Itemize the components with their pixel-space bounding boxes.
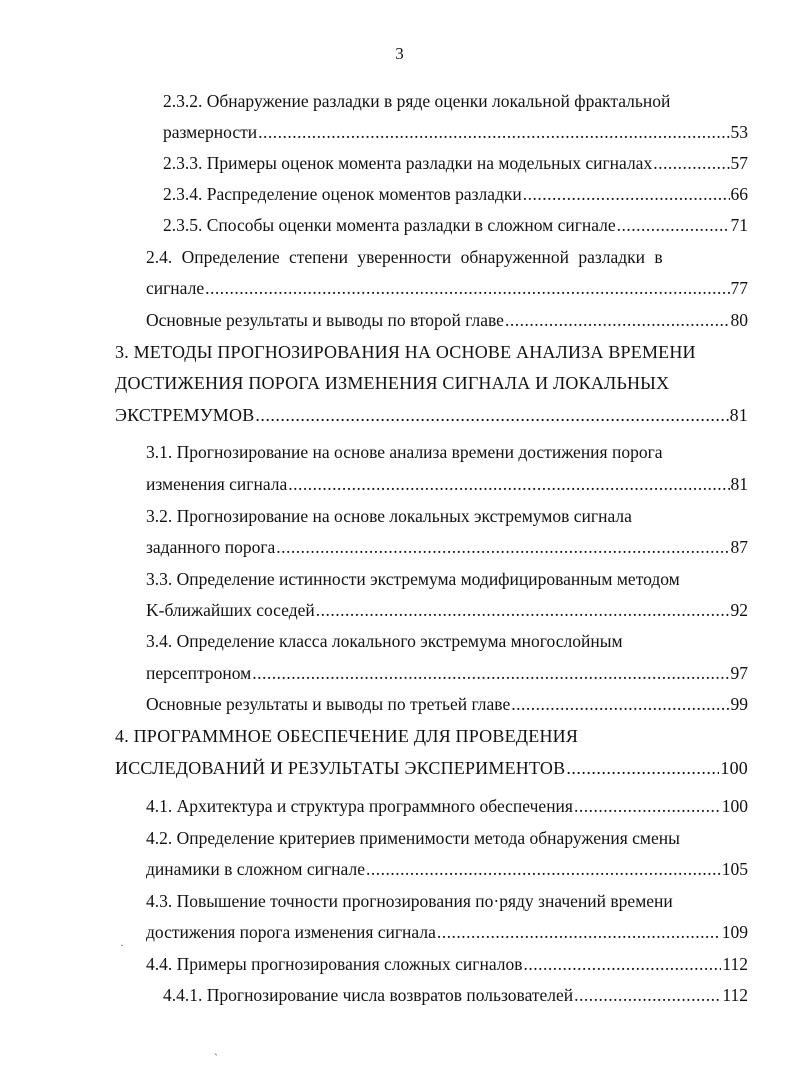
dot-leader [316, 598, 730, 622]
toc-entry-2-3-2[interactable] [163, 120, 748, 144]
toc-entry-text: 2.3.5. Способы оценки момента разладки в сложном сигнале [163, 215, 616, 235]
toc-entry-4-4-1[interactable] [163, 983, 748, 1007]
toc-entry-3-4[interactable] [146, 661, 748, 685]
toc-entry-3-2-line1: 3.2. Прогнозирование на основе локальных экстремумов сигнала [146, 506, 632, 526]
toc-entry-2-4-line1: 2.4. Определение степени уверенности обнаруженной разладки в [146, 247, 663, 267]
dot-leader [366, 857, 721, 881]
toc-entry-text: ЭКСТРЕМУМОВ [115, 405, 255, 425]
toc-entry-text: достижения порога изменения сигнала [146, 922, 436, 942]
toc-page-number: 80 [730, 310, 748, 330]
toc-page-number: 92 [730, 600, 748, 620]
toc-page-number: 87 [730, 537, 748, 557]
toc-entry-2-3-3[interactable] [163, 151, 748, 175]
toc-entry-text: 4.4.1. Прогнозирование числа возвратов пользователей [163, 985, 574, 1005]
toc-entry-4-1[interactable] [146, 794, 748, 818]
toc-chapter-3-line1: 3. МЕТОДЫ ПРОГНОЗИРОВАНИЯ НА ОСНОВЕ АНАЛИЗА ВРЕМЕНИ [115, 342, 696, 362]
dot-leader [574, 983, 721, 1007]
scan-speck: · [120, 938, 124, 952]
toc-entry-2-3-5[interactable] [163, 213, 748, 237]
toc-page-number: 81 [730, 474, 748, 494]
toc-entry-4-4[interactable] [146, 952, 748, 976]
toc-page-number: 57 [730, 153, 748, 173]
toc-chapter-4[interactable] [115, 756, 748, 780]
toc-entry-text: размерности [163, 122, 258, 142]
dot-leader [255, 403, 728, 427]
toc-entry-2-4[interactable] [146, 276, 748, 300]
dot-leader [288, 472, 729, 496]
toc-entry-text: Основные результаты и выводы по второй главе [146, 310, 504, 330]
dot-leader [276, 535, 729, 559]
toc-page-number: 81 [729, 405, 748, 425]
toc-entry-3-1[interactable] [146, 472, 748, 496]
dot-leader [574, 794, 721, 818]
toc-entry-4-2[interactable] [146, 857, 748, 881]
toc-entry-4-3[interactable] [146, 920, 748, 944]
page-number: 3 [395, 44, 404, 63]
scan-speck: ˏ [214, 1042, 218, 1056]
toc-page-number: 100 [721, 796, 748, 816]
toc-entry-text: K-ближайших соседей [146, 600, 315, 620]
dot-leader [511, 692, 729, 716]
toc-entry-text: 4.4. Примеры прогнозирования сложных сигналов [146, 954, 523, 974]
dot-leader [524, 952, 722, 976]
toc-page-number: 66 [730, 184, 748, 204]
toc-chapter-3-line2: ДОСТИЖЕНИЯ ПОРОГА ИЗМЕНЕНИЯ СИГНАЛА И ЛОКАЛЬНЫХ [115, 373, 670, 393]
dot-leader [617, 213, 730, 237]
toc-page-number: 97 [730, 663, 748, 683]
toc-page-number: 77 [730, 278, 748, 298]
toc-entry-2-3-2-line1: 2.3.2. Обнаружение разладки в ряде оценки локальной фрактальной [163, 91, 671, 111]
toc-entry-ch3-results[interactable] [146, 692, 748, 716]
dot-leader [252, 661, 729, 685]
dot-leader [523, 182, 730, 206]
toc-entry-3-3-line1: 3.3. Определение истинности экстремума модифицированным методом [146, 569, 680, 589]
toc-entry-3-1-line1: 3.1. Прогнозирование на основе анализа времени достижения порога [146, 442, 663, 462]
dot-leader [437, 920, 721, 944]
toc-entry-text: сигнале [146, 278, 205, 298]
toc-page-number: 99 [730, 694, 748, 714]
dot-leader [566, 756, 719, 780]
dot-leader [258, 120, 729, 144]
toc-entry-4-2-line1: 4.2. Определение критериев применимости метода обнаружения смены [146, 828, 680, 848]
toc-page-number: 53 [730, 122, 748, 142]
toc-entry-text: Основные результаты и выводы по третьей главе [146, 694, 511, 714]
toc-page-number: 109 [721, 922, 748, 942]
toc-entry-3-3[interactable] [146, 598, 748, 622]
toc-entry-text: ИССЛЕДОВАНИЙ И РЕЗУЛЬТАТЫ ЭКСПЕРИМЕНТОВ [115, 758, 566, 778]
toc-entry-text: динамики в сложном сигнале [146, 859, 365, 879]
dot-leader [205, 276, 729, 300]
toc-page-number: 71 [730, 215, 748, 235]
toc-entry-text: персептроном [146, 663, 252, 683]
toc-entry-3-2[interactable] [146, 535, 748, 559]
toc-page-number: 112 [722, 985, 748, 1005]
toc-entry-text: 2.3.3. Примеры оценок момента разладки на модельных сигналах [163, 153, 653, 173]
toc-entry-2-3-4[interactable] [163, 182, 748, 206]
toc-page-number: 112 [722, 954, 748, 974]
toc-entry-ch2-results[interactable] [146, 308, 748, 332]
dot-leader [653, 151, 729, 175]
toc-entry-text: 2.3.4. Распределение оценок моментов разладки [163, 184, 522, 204]
toc-page-number: 100 [720, 758, 748, 778]
toc-entry-text: 4.1. Архитектура и структура программного обеспечения [146, 796, 573, 816]
toc-chapter-4-line1: 4. ПРОГРАММНОЕ ОБЕСПЕЧЕНИЕ ДЛЯ ПРОВЕДЕНИЯ [115, 726, 579, 746]
dot-leader [505, 308, 730, 332]
toc-entry-text: заданного порога [146, 537, 276, 557]
toc-entry-3-4-line1: 3.4. Определение класса локального экстремума многослойным [146, 631, 623, 651]
toc-chapter-3[interactable] [115, 403, 748, 427]
toc-entry-text: изменения сигнала [146, 474, 288, 494]
toc-page-number: 105 [721, 859, 748, 879]
toc-entry-4-3-line1: 4.3. Повышение точности прогнозирования по·ряду значений времени [146, 891, 673, 911]
